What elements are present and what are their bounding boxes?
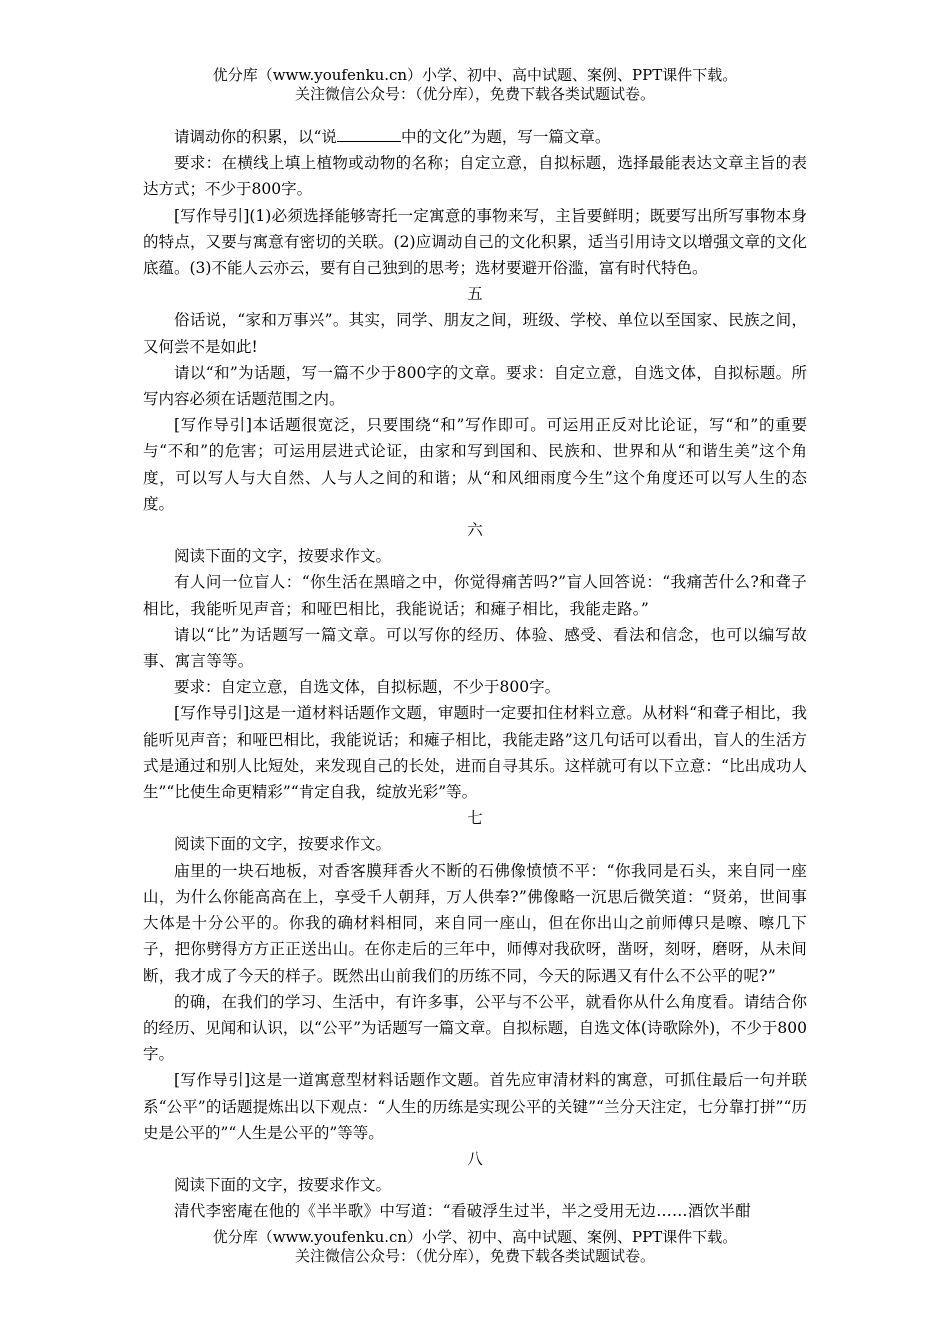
paragraph-material: 清代李密庵在他的《半半歌》中写道：“看破浮生过半，半之受用无边……酒饮半酣	[174, 1202, 752, 1221]
page-header	[0, 66, 950, 104]
paragraph-writing-guide: [写作导引]这是一道材料话题作文题，审题时一定要扣住材料立意。从材料“和聋子相比，我能听见声音；和哑巴相比，我能说话；和瘫子相比，我能走路”这几句话可以看出，盲人的生活方式是通过和别人比短处，来发现自己的长处，进而自寻其乐。这样就可有以下立意：“比出成功人生”“比使生命更精彩”“肯定自我，绽放光彩”等。	[143, 704, 807, 802]
section-heading-5: 五	[467, 285, 483, 304]
section-heading-8: 八	[467, 1149, 483, 1168]
footer-line-2: 关注微信公众号：（优分库），免费下载各类试题试卷。	[294, 1247, 655, 1265]
paragraph: 阅读下面的文字，按要求作文。	[174, 547, 392, 566]
paragraph-writing-guide: [写作导引]本话题很宽泛，只要围绕“和”写作即可。可运用正反对比论证，写“和”的重要与“不和”的危害；可运用层进式论证，由家和写到国和、民族和、世界和从“和谐生美”这个角度，可以写人与大自然、人与人之间的和谐；从“和风细雨度今生”这个角度还可以写人生的态度。	[143, 416, 807, 513]
paragraph-requirements: 要求：自定立意，自选文体，自拟标题，不少于800字。	[174, 678, 561, 697]
paragraph: 请以“和”为话题，写一篇不少于800字的文章。要求：自定立意，自选文体，自拟标题。所写内容必须在话题范围之内。	[143, 363, 807, 409]
document-body	[143, 124, 807, 1225]
paragraph-writing-guide: [写作导引](1)必须选择能够寄托一定寓意的事物来写，主旨要鲜明；既要写出所写事物本身的特点，又要与寓意有密切的关联。(2)应调动自己的文化积累，适当引用诗文以增强文章的文化底蕴。(3)不能人云亦云，要有自己独到的思考；选材要避开俗滥，富有时代特色。	[143, 206, 807, 278]
paragraph-material: 庙里的一块石地板，对香客膜拜香火不断的石佛像愤愤不平：“你我同是石头，来自同一座山，为什么你能高高在上，享受千人朝拜，万人供奉?”佛像略一沉思后微笑道：“贤弟，世间事大体是十分公平的。你我的确材料相同，来自同一座山，但在你出山之前师傅只是嚓、嚓几下子，把你劈得方方正正送出山。在你走后的三年中，师傅对我砍呀，凿呀，刻呀，磨呀，从未间断，我才成了今天的样子。既然出山前我们的历练不同，今天的际遇又有什么不公平的呢?”	[143, 861, 807, 985]
paragraph: 阅读下面的文字，按要求作文。	[174, 1176, 392, 1195]
fill-blank	[337, 127, 401, 142]
page-footer	[0, 1228, 950, 1266]
paragraph: 的确，在我们的学习、生活中，有许多事，公平与不公平，就看你从什么角度看。请结合你的经历、见闻和认识，以“公平”为话题写一篇文章。自拟标题，自选文体(诗歌除外)，不少于800字。	[143, 992, 807, 1064]
section-heading-7: 七	[467, 809, 483, 828]
paragraph: 请以“比”为话题写一篇文章。可以写你的经历、体验、感受、看法和信念，也可以编写故事、寓言等等。	[143, 625, 807, 671]
header-line-2: 关注微信公众号：（优分库），免费下载各类试题试卷。	[294, 85, 655, 103]
paragraph: 俗话说，“家和万事兴”。其实，同学、朋友之间，班级、学校、单位以至国家、民族之间，又何尝不是如此!	[143, 311, 807, 356]
header-line-1: 优分库（www.youfenku.cn）小学、初中、高中试题、案例、PPT课件下载。	[212, 66, 738, 84]
footer-line-1: 优分库（www.youfenku.cn）小学、初中、高中试题、案例、PPT课件下载。	[212, 1228, 738, 1246]
paragraph-writing-guide: [写作导引]这是一道寓意型材料话题作文题。首先应审清材料的寓意，可抓住最后一句并联系“公平”的话题提炼出以下观点：“人生的历练是实现公平的关键”“兰分天注定，七分靠打拼”“历史是公平的”“人生是公平的”等等。	[143, 1071, 807, 1142]
paragraph: 阅读下面的文字，按要求作文。	[174, 835, 392, 854]
paragraph-prompt-title: 请调动你的积累，以“说 中的文化”为题，写一篇文章。	[174, 128, 611, 146]
paragraph-requirements: 要求：在横线上填上植物或动物的名称；自定立意，自拟标题，选择最能表达文章主旨的表达方式；不少于800字。	[143, 154, 807, 199]
paragraph-material: 有人问一位盲人：“你生活在黑暗之中，你觉得痛苦吗?”盲人回答说：“我痛苦什么?和聋子相比，我能听见声音；和哑巴相比，我能说话；和瘫子相比，我能走路。”	[143, 573, 807, 618]
section-heading-6: 六	[467, 521, 483, 540]
